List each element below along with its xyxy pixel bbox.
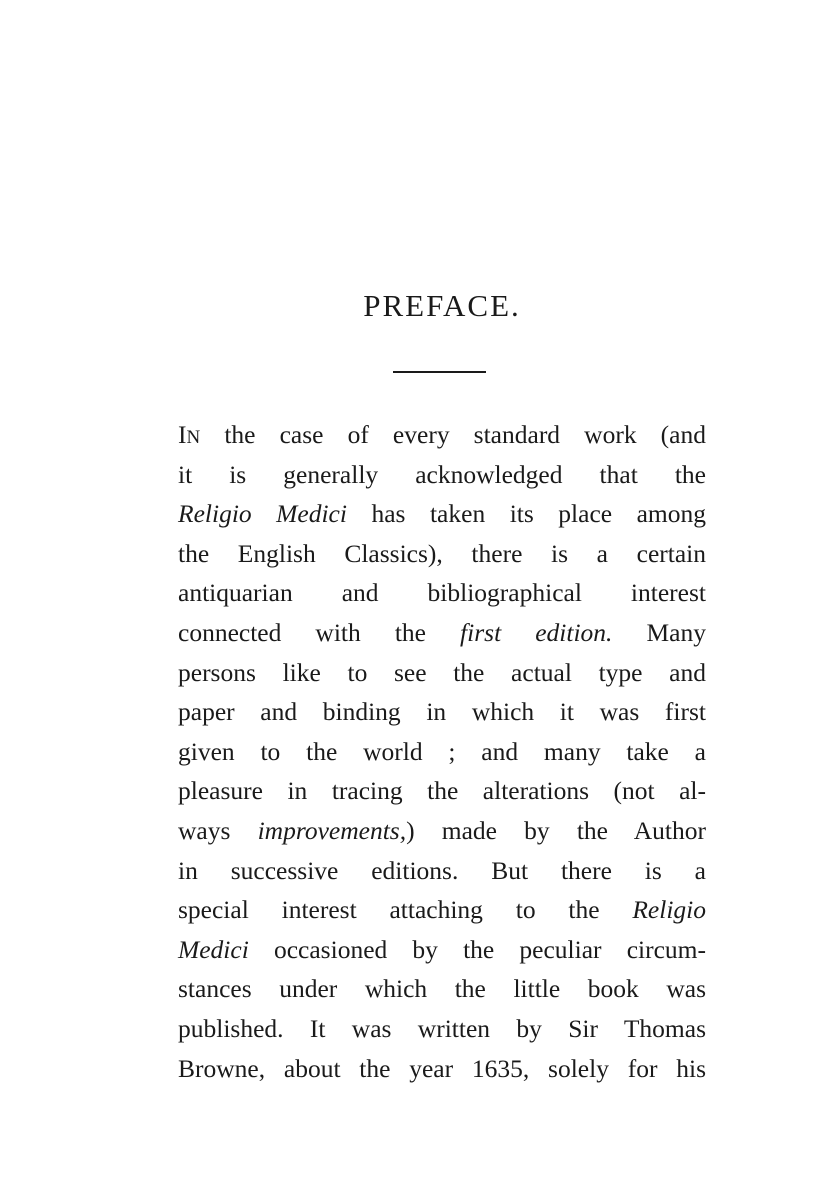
text-segment: in successive editions. But there is a bbox=[178, 855, 706, 885]
text-segment: Many bbox=[612, 617, 706, 647]
page-title: PREFACE. bbox=[363, 288, 521, 323]
text-segment: antiquarian and bibliographical interest bbox=[178, 578, 706, 608]
text-line bbox=[178, 613, 706, 653]
text-line bbox=[178, 573, 706, 613]
italic-text: Religio bbox=[632, 895, 706, 925]
text-line bbox=[178, 890, 706, 930]
text-segment: it is generally acknowledged that the bbox=[178, 459, 706, 489]
text-line bbox=[178, 494, 706, 534]
text-line bbox=[178, 415, 706, 455]
text-line bbox=[178, 732, 706, 772]
text-line bbox=[178, 455, 706, 495]
text-segment: stances under which the little book was bbox=[178, 974, 706, 1004]
text-segment: has taken its place among bbox=[346, 499, 707, 529]
text-segment: paper and binding in which it was first bbox=[178, 697, 706, 727]
text-line bbox=[178, 1049, 706, 1089]
text-line bbox=[178, 811, 706, 851]
text-segment: persons like to see the actual type and bbox=[178, 657, 706, 687]
text-line bbox=[178, 771, 706, 811]
preface-paragraph bbox=[178, 415, 706, 1088]
text-line bbox=[178, 851, 706, 891]
text-line bbox=[178, 930, 706, 970]
text-segment: the English Classics), there is a certain bbox=[178, 538, 706, 568]
italic-text: Medici bbox=[178, 934, 249, 964]
text-line bbox=[178, 534, 706, 574]
text-segment: Browne, about the year 1635, solely for his bbox=[178, 1053, 706, 1083]
text-segment: occasioned by the peculiar circum- bbox=[248, 934, 706, 964]
text-line bbox=[178, 653, 706, 693]
text-segment: given to the world ; and many take a bbox=[178, 736, 706, 766]
title-rule bbox=[393, 371, 486, 373]
text-segment: connected with the bbox=[178, 617, 461, 647]
text-segment: published. It was written by Sir Thomas bbox=[178, 1013, 706, 1043]
small-caps-text: N bbox=[186, 427, 201, 448]
italic-text: first edition. bbox=[460, 617, 613, 647]
text-line bbox=[178, 692, 706, 732]
text-segment: ) made by the Author bbox=[406, 815, 706, 845]
text-segment: the case of every standard work (and bbox=[200, 420, 706, 449]
text-segment: ways bbox=[178, 815, 258, 845]
text-segment: special interest attaching to the bbox=[178, 895, 633, 925]
italic-text: improvements, bbox=[257, 815, 407, 845]
text-line bbox=[178, 969, 706, 1009]
text-segment: pleasure in tracing the alterations (not al- bbox=[178, 776, 706, 806]
italic-text: Religio Medici bbox=[178, 499, 347, 529]
initial-capital: I bbox=[178, 420, 187, 449]
text-line bbox=[178, 1009, 706, 1049]
